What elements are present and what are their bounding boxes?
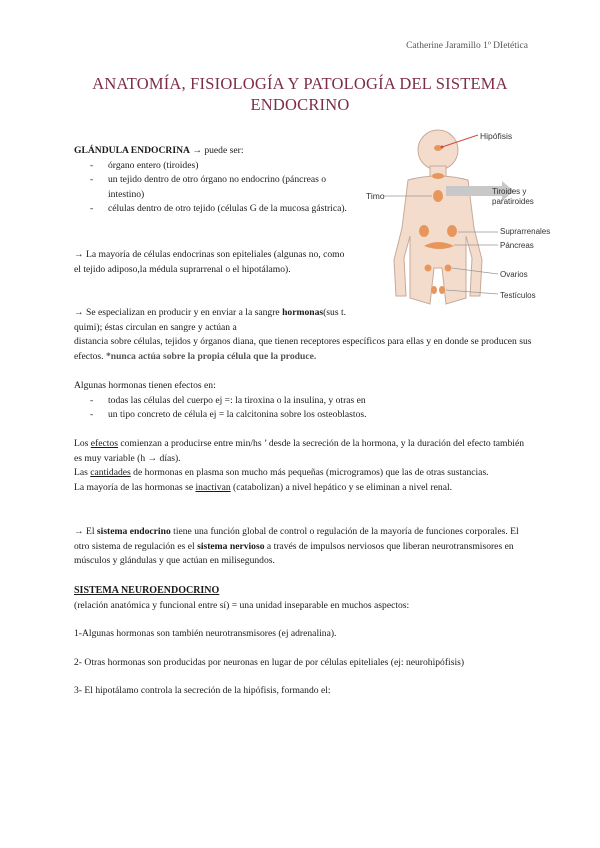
label-pancreas: Páncreas — [500, 241, 534, 250]
hipofisis-gland-icon — [434, 145, 442, 151]
hormonas-note: *nunca actúa sobre la propia célula que la produce. — [105, 350, 317, 362]
sistema-nervioso-bold: sistema nervioso — [197, 540, 265, 552]
label-tiroides: Tiroides y — [492, 187, 527, 196]
neuroendocrino-sub: (relación anatómica y funcional entre sí) = una unidad inseparable en muchos aspectos: — [74, 599, 410, 611]
glandula-heading: GLÁNDULA ENDOCRINA — [74, 145, 190, 156]
cantidades-underlined: cantidades — [90, 467, 131, 479]
tiempos-section — [74, 437, 534, 495]
neuroendocrino-point-2: 2- Otras hormonas son producidas por neuronas en lugar de por células epiteliales (ej: neurohipófisis) — [74, 656, 465, 668]
efectos-underlined: efectos — [90, 438, 118, 449]
efectos-intro: Algunas hormonas tienen efectos en: — [74, 380, 216, 391]
glandula-section — [74, 144, 349, 217]
list-item: - órgano entero (tiroides) — [74, 159, 349, 174]
hormonas-paragraph — [74, 306, 534, 364]
glandula-list — [74, 159, 349, 217]
list-item: - células dentro de otro tejido (células G de la mucosa gástrica). — [74, 202, 349, 217]
cantidades-paragraph: Las cantidades de hormonas en plasma son mucho más pequeñas (microgramos) que las de otras sustancias. — [74, 467, 489, 479]
sistema-endocrino-bold: sistema endocrino — [96, 526, 171, 537]
list-item: - un tipo concreto de célula ej = la calcitonina sobre los osteoblastos. — [74, 408, 534, 423]
inactivan-paragraph: La mayoría de las hormonas se inactivan (catabolizan) a nivel hepático y se eliminan a nivel renal. — [74, 481, 453, 493]
neuroendocrino-section — [74, 584, 544, 699]
glandula-heading-tail: → puede ser: — [189, 145, 244, 156]
inactivan-underlined: inactivan — [195, 481, 231, 493]
efectos-section — [74, 379, 534, 423]
neuroendocrino-point-3: 3- El hipotálamo controla la secreción de la hipófisis, formando el: — [74, 685, 331, 697]
testiculo-left-icon — [431, 286, 437, 294]
label-ovarios: Ovarios — [500, 270, 528, 279]
epiteliales-paragraph: → La mayoría de células endocrinas son epiteliales (algunas no, como el tejido adiposo,la médula suprarrenal o el hipotálamo). — [74, 249, 345, 275]
label-suprarrenales: Suprarrenales — [500, 227, 551, 236]
efectos-paragraph: Los efectos comienzan a producirse entre min/hs ’ desde la secreción de la hormona, y la duración del efecto también es muy variable (h → días). — [74, 438, 525, 464]
label-testiculos: Testículos — [500, 291, 536, 300]
page-title — [60, 73, 540, 115]
timo-gland-icon — [433, 190, 443, 202]
ovario-left-icon — [425, 265, 432, 272]
hormonas-rest: distancia sobre células, tejidos y órganos diana, que tienen receptores específicos para ellas y en donde se producen sus efectos. — [74, 336, 532, 362]
label-hipofisis: Hipófisis — [480, 131, 513, 141]
hormonas-bold: hormonas — [282, 307, 324, 318]
page-title-line2: ENDOCRINO — [250, 95, 350, 114]
neuroendocrino-point-1: 1-Algunas hormonas son también neurotransmisores (ej adrenalina). — [74, 628, 337, 640]
body-silhouette-icon — [394, 130, 482, 304]
suprarrenal-left-icon — [419, 225, 429, 237]
list-item: - todas las células del cuerpo ej =: la tiroxina o la insulina, y otras en — [74, 394, 534, 409]
page-title-line1: ANATOMÍA, FISIOLOGÍA Y PATOLOGÍA DEL SISTEMA — [92, 74, 508, 93]
hormonas-line1: → Se especializan en producir y en enviar a la sangre — [74, 307, 280, 318]
label-paratiroides: paratiroides — [492, 197, 534, 206]
endocrine-glands-figure — [362, 128, 552, 308]
efectos-list — [74, 394, 534, 423]
hormonas-line2: (sus t. quimi); éstas circulan en sangre y actúan a — [74, 307, 347, 333]
neuroendocrino-heading: SISTEMA NEUROENDOCRINO — [74, 585, 220, 596]
suprarrenal-right-icon — [447, 225, 457, 237]
author-header: Catherine Jaramillo 1º DIetética — [406, 41, 528, 51]
ovario-right-icon — [445, 265, 452, 272]
hipofisis-pointer-dot — [441, 146, 444, 149]
sistema-paragraph: → El sistema endocrino tiene una función global de control o regulación de la mayoría de funciones corporales. El otro sistema de regulación es el sistema nervioso a través de impulsos nerviosos que liberan neurotransmisores en músculos y glándulas y que actúan en milisegundos. — [74, 526, 519, 567]
testiculo-right-icon — [439, 286, 445, 294]
tiroides-gland-icon — [432, 173, 444, 179]
list-item: - un tejido dentro de otro órgano no endocrino (páncreas o intestino) — [74, 173, 349, 202]
label-timo: Timo — [366, 191, 385, 201]
